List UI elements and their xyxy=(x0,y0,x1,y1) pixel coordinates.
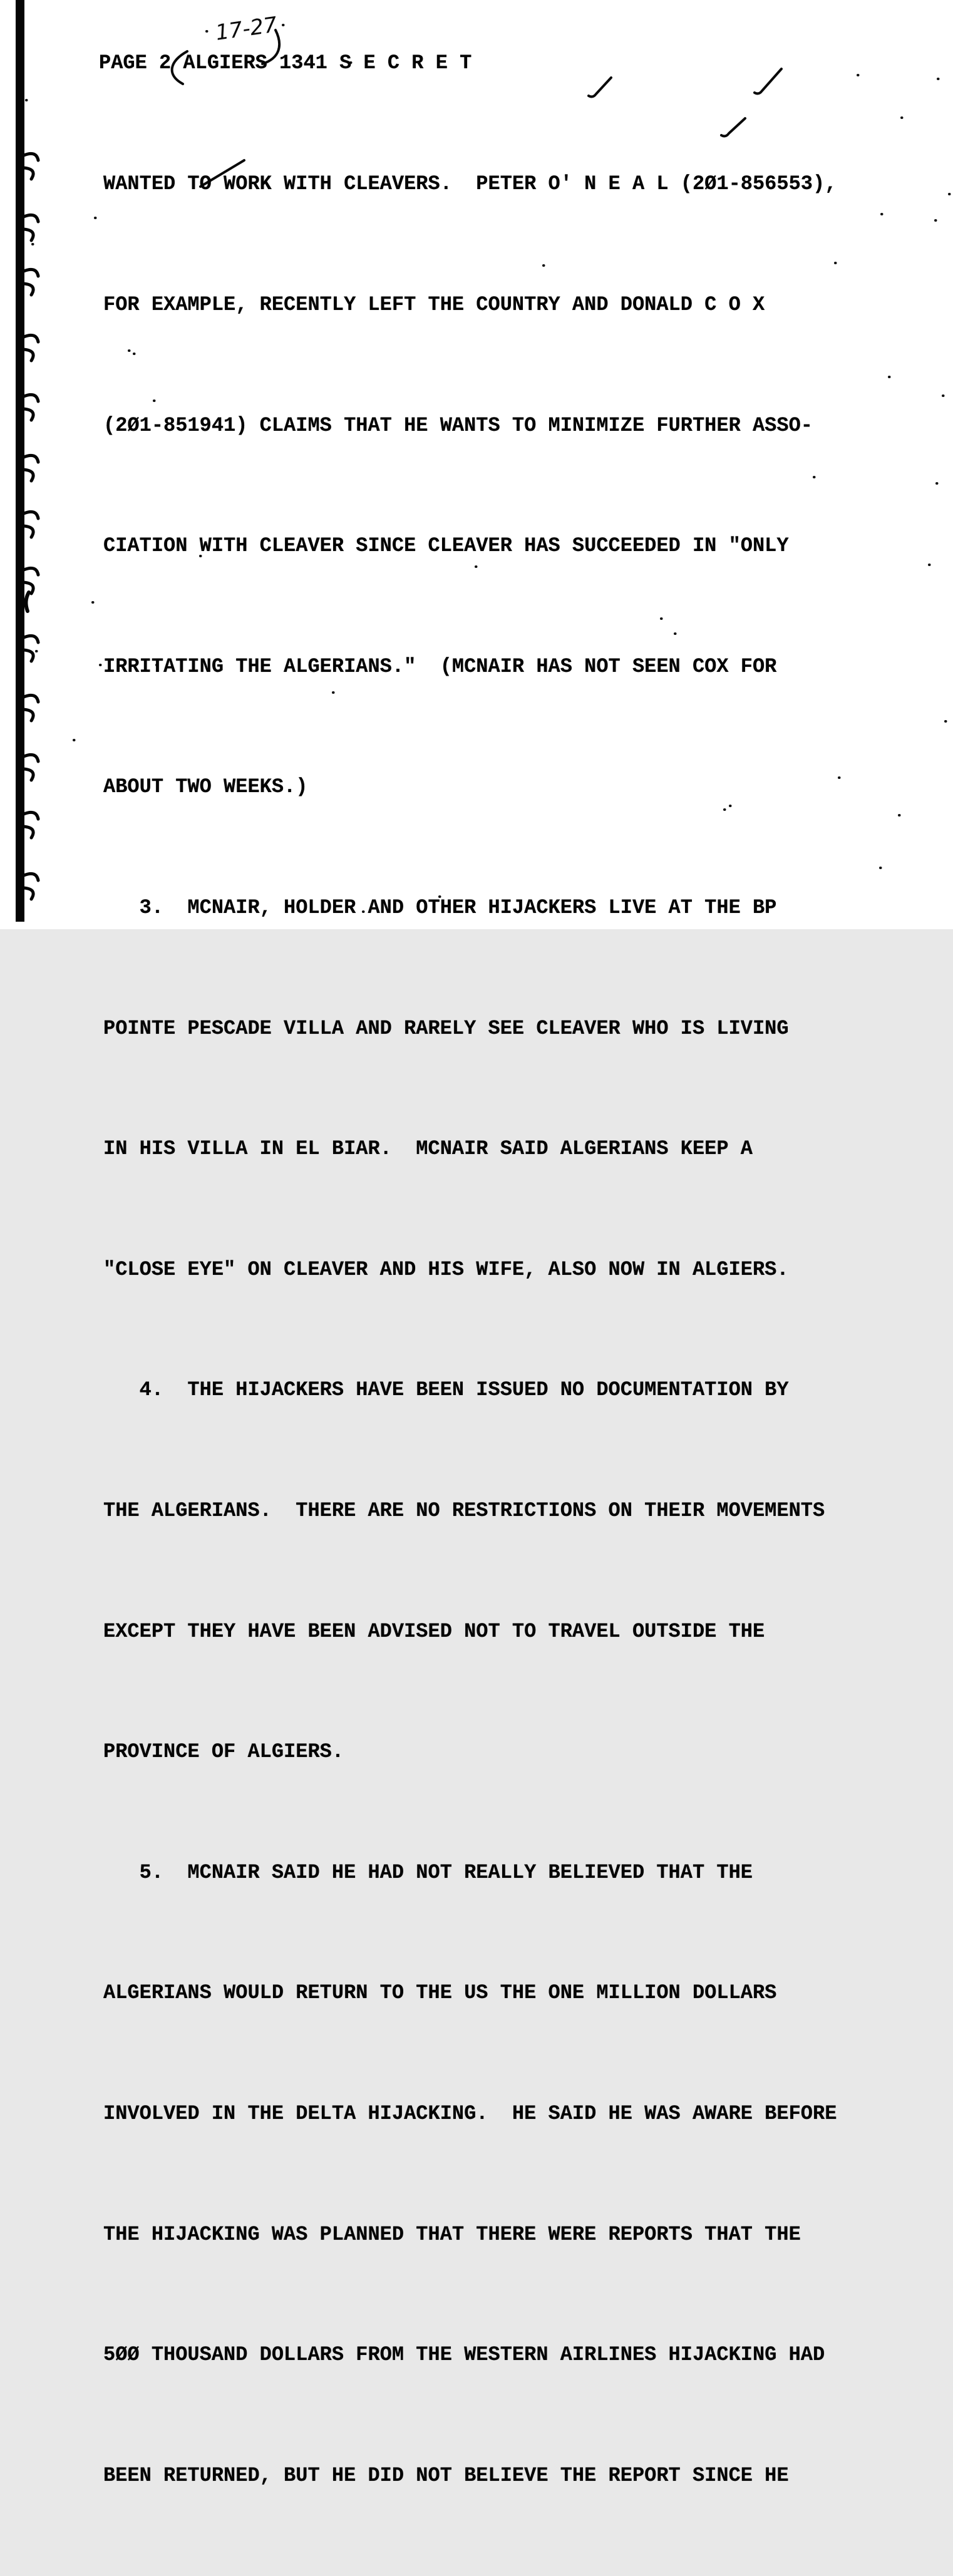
document-line: CIATION WITH CLEAVER SINCE CLEAVER HAS SUCCEEDED IN "ONLY xyxy=(103,534,789,558)
document-line: 3. MCNAIR, HOLDER AND OTHER HIJACKERS LIVE AT THE BP xyxy=(103,895,777,919)
document-line: 4. THE HIJACKERS HAVE BEEN ISSUED NO DOCUMENTATION BY xyxy=(103,1378,789,1402)
document-line: BEEN RETURNED, BUT HE DID NOT BELIEVE THE REPORT SINCE HE xyxy=(103,2463,789,2487)
document-line: POINTE PESCADE VILLA AND RARELY SEE CLEAVER WHO IS LIVING xyxy=(103,1016,789,1040)
binding-marks xyxy=(24,153,38,899)
document-line: 5. MCNAIR SAID HE HAD NOT REALLY BELIEVED THAT THE xyxy=(103,1860,753,1884)
document-line: WANTED TO WORK WITH CLEAVERS. PETER O' N E A L (2Ø1-856553), xyxy=(103,172,837,196)
document-line: PROVINCE OF ALGIERS. xyxy=(103,1740,344,1764)
document-line: (2Ø1-851941) CLAIMS THAT HE WANTS TO MINIMIZE FURTHER ASSO- xyxy=(103,413,813,437)
document-line: IN HIS VILLA IN EL BIAR. MCNAIR SAID ALGERIANS KEEP A xyxy=(103,1137,753,1161)
document-line: "CLOSE EYE" ON CLEAVER AND HIS WIFE, ALSO NOW IN ALGIERS. xyxy=(103,1257,789,1281)
document-line: IRRITATING THE ALGERIANS." (MCNAIR HAS NOT SEEN COX FOR xyxy=(103,654,777,678)
margin-bracket-mark xyxy=(26,592,29,611)
document-line: THE HIJACKING WAS PLANNED THAT THERE WERE REPORTS THAT THE xyxy=(103,2222,801,2246)
document-line: THE ALGERIANS. THERE ARE NO RESTRICTIONS ON THEIR MOVEMENTS xyxy=(103,1498,825,1522)
document-line: INVOLVED IN THE DELTA HIJACKING. HE SAID HE WAS AWARE BEFORE xyxy=(103,2101,837,2125)
document-line: EXCEPT THEY HAVE BEEN ADVISED NOT TO TRAVEL OUTSIDE THE xyxy=(103,1619,765,1643)
document-line: ABOUT TWO WEEKS.) xyxy=(103,775,308,799)
scan-edge-bar xyxy=(16,0,24,922)
handwritten-note: 17-27 xyxy=(214,12,279,46)
document-line: FOR EXAMPLE, RECENTLY LEFT THE COUNTRY AND DONALD C O X xyxy=(103,293,765,316)
document-line: 5ØØ THOUSAND DOLLARS FROM THE WESTERN AIRLINES HIJACKING HAD xyxy=(103,2343,825,2367)
document-line: ALGERIANS WOULD RETURN TO THE US THE ONE MILLION DOLLARS xyxy=(103,1981,777,2005)
document-body xyxy=(103,84,837,2576)
page-header-line: PAGE 2 ALGIERS 1341 S E C R E T xyxy=(99,51,472,75)
